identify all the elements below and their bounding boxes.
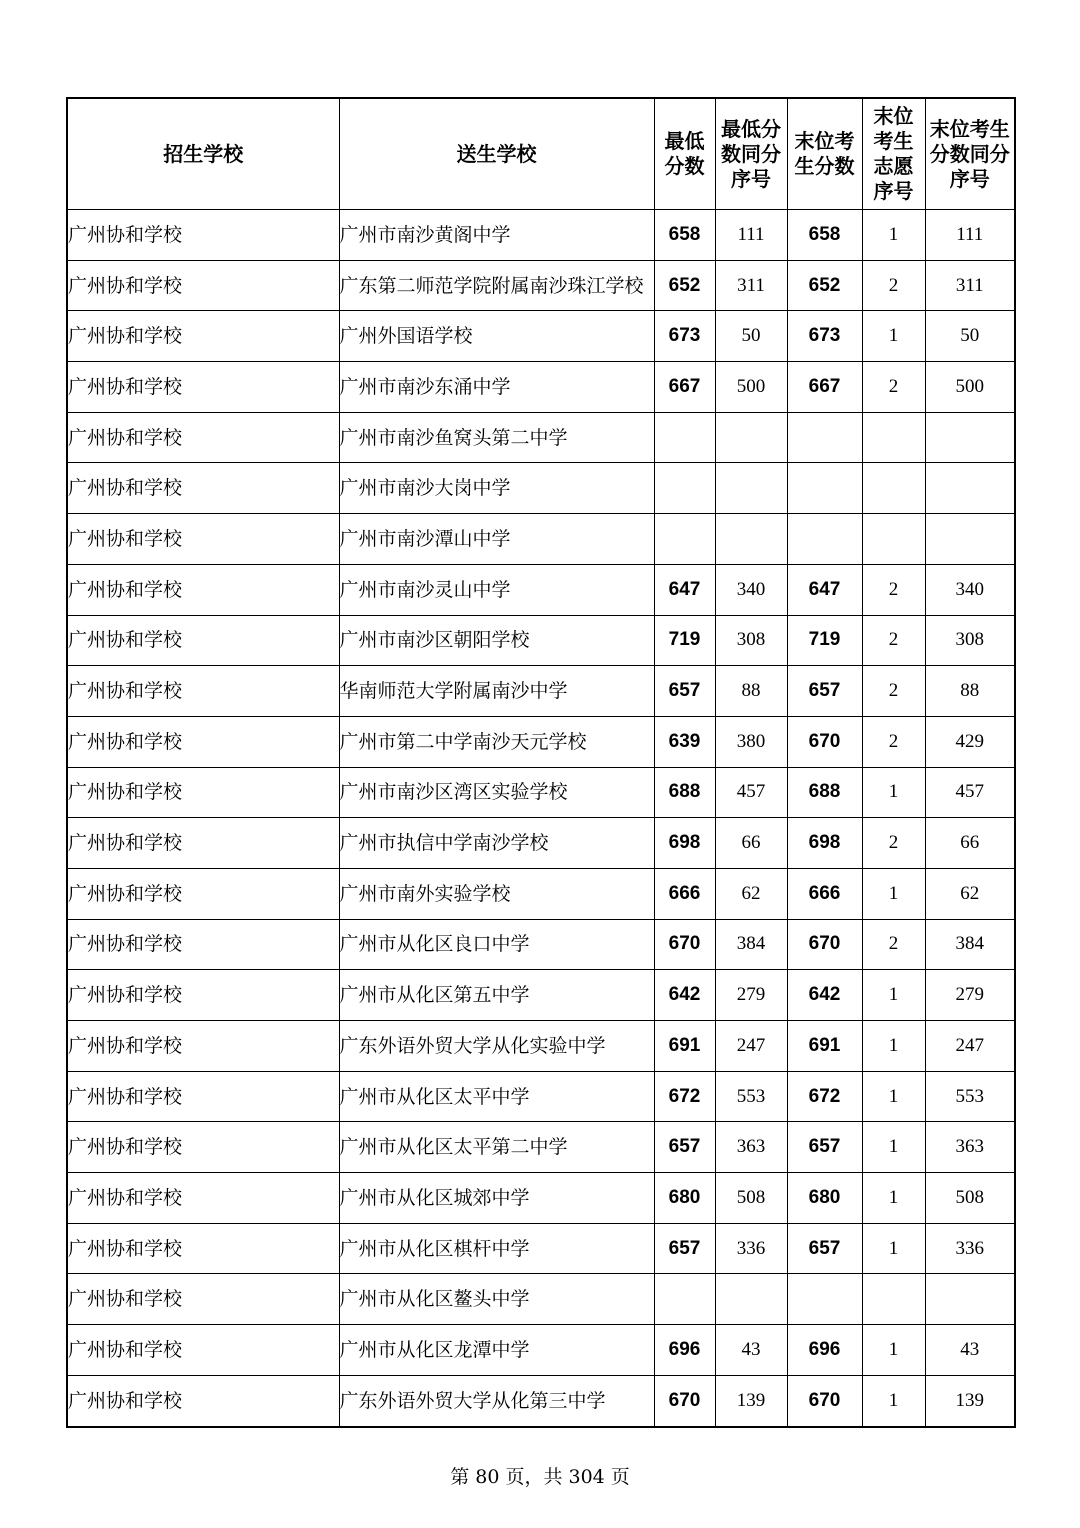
min-score-cell <box>654 463 715 514</box>
last-score-rank-cell: 429 <box>925 716 1015 767</box>
table-row <box>67 1122 1015 1173</box>
last-score-rank-cell: 508 <box>925 1173 1015 1224</box>
last-choice-cell: 1 <box>862 1021 925 1072</box>
table-row <box>67 1173 1015 1224</box>
last-choice-cell: 2 <box>862 260 925 311</box>
last-score-cell: 698 <box>787 818 862 869</box>
last-choice-cell: 1 <box>862 1122 925 1173</box>
last-score-cell <box>787 1274 862 1325</box>
last-score-rank-cell: 66 <box>925 818 1015 869</box>
enroll-school-cell: 广州协和学校 <box>67 463 339 514</box>
admission-score-table <box>66 97 1016 1428</box>
last-score-rank-cell: 311 <box>925 260 1015 311</box>
last-score-rank-cell <box>925 514 1015 565</box>
send-school-cell: 华南师范大学附属南沙中学 <box>339 666 654 717</box>
table-row <box>67 412 1015 463</box>
last-score-cell: 680 <box>787 1173 862 1224</box>
last-choice-cell: 1 <box>862 767 925 818</box>
min-score-cell: 691 <box>654 1021 715 1072</box>
send-school-cell: 广州市从化区棋杆中学 <box>339 1223 654 1274</box>
last-score-cell: 666 <box>787 868 862 919</box>
table-row <box>67 210 1015 261</box>
table-row <box>67 615 1015 666</box>
enroll-school-cell: 广州协和学校 <box>67 514 339 565</box>
min-score-cell: 696 <box>654 1325 715 1376</box>
enroll-school-cell: 广州协和学校 <box>67 1274 339 1325</box>
min-score-cell: 698 <box>654 818 715 869</box>
header-last-score: 末位考 生分数 <box>787 98 862 210</box>
enroll-school-cell: 广州协和学校 <box>67 210 339 261</box>
last-score-rank-cell: 43 <box>925 1325 1015 1376</box>
enroll-school-cell: 广州协和学校 <box>67 868 339 919</box>
send-school-cell: 广州市从化区良口中学 <box>339 919 654 970</box>
send-school-cell: 广州市南沙灵山中学 <box>339 564 654 615</box>
min-score-rank-cell: 380 <box>715 716 787 767</box>
enroll-school-cell: 广州协和学校 <box>67 564 339 615</box>
send-school-cell: 广东第二师范学院附属南沙珠江学校 <box>339 260 654 311</box>
min-score-cell: 719 <box>654 615 715 666</box>
min-score-rank-cell: 62 <box>715 868 787 919</box>
last-choice-cell: 2 <box>862 362 925 413</box>
table-row <box>67 311 1015 362</box>
table-row <box>67 1071 1015 1122</box>
min-score-rank-cell: 500 <box>715 362 787 413</box>
send-school-cell: 广州外国语学校 <box>339 311 654 362</box>
enroll-school-cell: 广州协和学校 <box>67 362 339 413</box>
last-score-rank-cell: 62 <box>925 868 1015 919</box>
enroll-school-cell: 广州协和学校 <box>67 919 339 970</box>
last-score-rank-cell: 139 <box>925 1375 1015 1426</box>
last-score-cell <box>787 514 862 565</box>
min-score-rank-cell: 111 <box>715 210 787 261</box>
last-score-cell: 667 <box>787 362 862 413</box>
min-score-cell: 658 <box>654 210 715 261</box>
last-choice-cell: 1 <box>862 970 925 1021</box>
last-choice-cell <box>862 514 925 565</box>
send-school-cell: 广州市南沙大岗中学 <box>339 463 654 514</box>
enroll-school-cell: 广州协和学校 <box>67 311 339 362</box>
min-score-cell: 672 <box>654 1071 715 1122</box>
last-choice-cell: 2 <box>862 564 925 615</box>
min-score-rank-cell: 247 <box>715 1021 787 1072</box>
last-choice-cell <box>862 463 925 514</box>
min-score-cell: 657 <box>654 1122 715 1173</box>
last-choice-cell: 2 <box>862 818 925 869</box>
send-school-cell: 广州市南沙区湾区实验学校 <box>339 767 654 818</box>
min-score-cell: 670 <box>654 919 715 970</box>
send-school-cell: 广州市南沙区朝阳学校 <box>339 615 654 666</box>
last-score-rank-cell: 384 <box>925 919 1015 970</box>
table-row <box>67 463 1015 514</box>
min-score-rank-cell: 279 <box>715 970 787 1021</box>
table-row <box>67 1021 1015 1072</box>
min-score-rank-cell: 336 <box>715 1223 787 1274</box>
enroll-school-cell: 广州协和学校 <box>67 716 339 767</box>
enroll-school-cell: 广州协和学校 <box>67 615 339 666</box>
min-score-cell: 688 <box>654 767 715 818</box>
last-score-cell: 688 <box>787 767 862 818</box>
min-score-cell: 667 <box>654 362 715 413</box>
header-last-score-rank: 末位考生 分数同分 序号 <box>925 98 1015 210</box>
min-score-rank-cell: 363 <box>715 1122 787 1173</box>
enroll-school-cell: 广州协和学校 <box>67 818 339 869</box>
enroll-school-cell: 广州协和学校 <box>67 260 339 311</box>
last-score-rank-cell: 88 <box>925 666 1015 717</box>
table-header-row <box>67 98 1015 210</box>
header-min-score-rank: 最低分 数同分 序号 <box>715 98 787 210</box>
min-score-rank-cell: 311 <box>715 260 787 311</box>
min-score-rank-cell: 457 <box>715 767 787 818</box>
send-school-cell: 广州市南沙东涌中学 <box>339 362 654 413</box>
table-body <box>67 210 1015 1427</box>
last-score-rank-cell: 247 <box>925 1021 1015 1072</box>
enroll-school-cell: 广州协和学校 <box>67 1223 339 1274</box>
min-score-rank-cell: 553 <box>715 1071 787 1122</box>
last-score-cell <box>787 412 862 463</box>
min-score-cell <box>654 514 715 565</box>
last-score-rank-cell <box>925 412 1015 463</box>
table-row <box>67 1274 1015 1325</box>
table-row <box>67 716 1015 767</box>
last-choice-cell: 1 <box>862 1173 925 1224</box>
send-school-cell: 广州市从化区太平第二中学 <box>339 1122 654 1173</box>
last-score-cell: 719 <box>787 615 862 666</box>
min-score-rank-cell: 66 <box>715 818 787 869</box>
min-score-cell: 647 <box>654 564 715 615</box>
last-score-cell: 673 <box>787 311 862 362</box>
header-send-school: 送生学校 <box>339 98 654 210</box>
last-score-rank-cell: 363 <box>925 1122 1015 1173</box>
table-row <box>67 868 1015 919</box>
min-score-rank-cell: 139 <box>715 1375 787 1426</box>
table-row <box>67 919 1015 970</box>
page-number-footer: 第 80 页，共 304 页 <box>450 1466 630 1488</box>
table-row <box>67 767 1015 818</box>
min-score-rank-cell <box>715 463 787 514</box>
last-score-rank-cell: 308 <box>925 615 1015 666</box>
last-choice-cell: 1 <box>862 868 925 919</box>
min-score-rank-cell <box>715 412 787 463</box>
last-score-cell: 696 <box>787 1325 862 1376</box>
last-choice-cell: 1 <box>862 1071 925 1122</box>
last-choice-cell: 1 <box>862 1223 925 1274</box>
send-school-cell: 广州市南沙鱼窝头第二中学 <box>339 412 654 463</box>
enroll-school-cell: 广州协和学校 <box>67 1071 339 1122</box>
table-row <box>67 818 1015 869</box>
table-row <box>67 666 1015 717</box>
enroll-school-cell: 广州协和学校 <box>67 1325 339 1376</box>
send-school-cell: 广州市南外实验学校 <box>339 868 654 919</box>
min-score-rank-cell <box>715 514 787 565</box>
min-score-cell <box>654 412 715 463</box>
header-last-choice: 末位 考生 志愿 序号 <box>862 98 925 210</box>
send-school-cell: 广州市南沙黄阁中学 <box>339 210 654 261</box>
send-school-cell: 广州市从化区鳌头中学 <box>339 1274 654 1325</box>
last-score-cell: 691 <box>787 1021 862 1072</box>
last-score-cell: 657 <box>787 1122 862 1173</box>
min-score-cell: 652 <box>654 260 715 311</box>
table-row <box>67 1223 1015 1274</box>
min-score-cell: 639 <box>654 716 715 767</box>
enroll-school-cell: 广州协和学校 <box>67 970 339 1021</box>
min-score-cell: 657 <box>654 1223 715 1274</box>
min-score-cell: 680 <box>654 1173 715 1224</box>
last-choice-cell <box>862 1274 925 1325</box>
last-score-cell: 658 <box>787 210 862 261</box>
last-score-cell: 670 <box>787 919 862 970</box>
min-score-rank-cell: 88 <box>715 666 787 717</box>
last-score-cell: 670 <box>787 716 862 767</box>
min-score-rank-cell: 340 <box>715 564 787 615</box>
send-school-cell: 广东外语外贸大学从化第三中学 <box>339 1375 654 1426</box>
send-school-cell: 广州市从化区城郊中学 <box>339 1173 654 1224</box>
last-choice-cell: 1 <box>862 311 925 362</box>
last-choice-cell: 1 <box>862 210 925 261</box>
enroll-school-cell: 广州协和学校 <box>67 767 339 818</box>
send-school-cell: 广州市从化区龙潭中学 <box>339 1325 654 1376</box>
table-row <box>67 970 1015 1021</box>
header-enroll-school: 招生学校 <box>67 98 339 210</box>
table-row <box>67 564 1015 615</box>
last-score-cell: 672 <box>787 1071 862 1122</box>
table-row <box>67 1375 1015 1426</box>
last-score-rank-cell: 50 <box>925 311 1015 362</box>
last-score-cell <box>787 463 862 514</box>
last-score-cell: 670 <box>787 1375 862 1426</box>
table-row <box>67 514 1015 565</box>
table-row <box>67 260 1015 311</box>
last-choice-cell: 2 <box>862 666 925 717</box>
min-score-cell: 670 <box>654 1375 715 1426</box>
enroll-school-cell: 广州协和学校 <box>67 1021 339 1072</box>
last-score-rank-cell <box>925 463 1015 514</box>
enroll-school-cell: 广州协和学校 <box>67 1122 339 1173</box>
min-score-rank-cell: 43 <box>715 1325 787 1376</box>
send-school-cell: 广州市从化区太平中学 <box>339 1071 654 1122</box>
enroll-school-cell: 广州协和学校 <box>67 1375 339 1426</box>
last-score-rank-cell: 553 <box>925 1071 1015 1122</box>
table-row <box>67 1325 1015 1376</box>
header-min-score: 最低 分数 <box>654 98 715 210</box>
send-school-cell: 广州市执信中学南沙学校 <box>339 818 654 869</box>
last-score-cell: 657 <box>787 666 862 717</box>
last-choice-cell: 1 <box>862 1325 925 1376</box>
min-score-rank-cell: 384 <box>715 919 787 970</box>
send-school-cell: 广州市从化区第五中学 <box>339 970 654 1021</box>
min-score-cell: 673 <box>654 311 715 362</box>
min-score-cell <box>654 1274 715 1325</box>
send-school-cell: 广州市南沙潭山中学 <box>339 514 654 565</box>
enroll-school-cell: 广州协和学校 <box>67 412 339 463</box>
last-score-rank-cell: 111 <box>925 210 1015 261</box>
last-score-rank-cell <box>925 1274 1015 1325</box>
send-school-cell: 广州市第二中学南沙天元学校 <box>339 716 654 767</box>
last-choice-cell: 2 <box>862 615 925 666</box>
min-score-rank-cell: 308 <box>715 615 787 666</box>
last-choice-cell <box>862 412 925 463</box>
last-score-rank-cell: 500 <box>925 362 1015 413</box>
last-score-rank-cell: 457 <box>925 767 1015 818</box>
last-score-cell: 647 <box>787 564 862 615</box>
enroll-school-cell: 广州协和学校 <box>67 1173 339 1224</box>
last-score-cell: 657 <box>787 1223 862 1274</box>
min-score-rank-cell <box>715 1274 787 1325</box>
table-row <box>67 362 1015 413</box>
last-score-rank-cell: 279 <box>925 970 1015 1021</box>
min-score-cell: 666 <box>654 868 715 919</box>
last-choice-cell: 2 <box>862 716 925 767</box>
last-choice-cell: 2 <box>862 919 925 970</box>
last-score-rank-cell: 336 <box>925 1223 1015 1274</box>
send-school-cell: 广东外语外贸大学从化实验中学 <box>339 1021 654 1072</box>
last-score-cell: 642 <box>787 970 862 1021</box>
last-choice-cell: 1 <box>862 1375 925 1426</box>
min-score-rank-cell: 50 <box>715 311 787 362</box>
min-score-cell: 642 <box>654 970 715 1021</box>
last-score-rank-cell: 340 <box>925 564 1015 615</box>
last-score-cell: 652 <box>787 260 862 311</box>
min-score-cell: 657 <box>654 666 715 717</box>
min-score-rank-cell: 508 <box>715 1173 787 1224</box>
enroll-school-cell: 广州协和学校 <box>67 666 339 717</box>
